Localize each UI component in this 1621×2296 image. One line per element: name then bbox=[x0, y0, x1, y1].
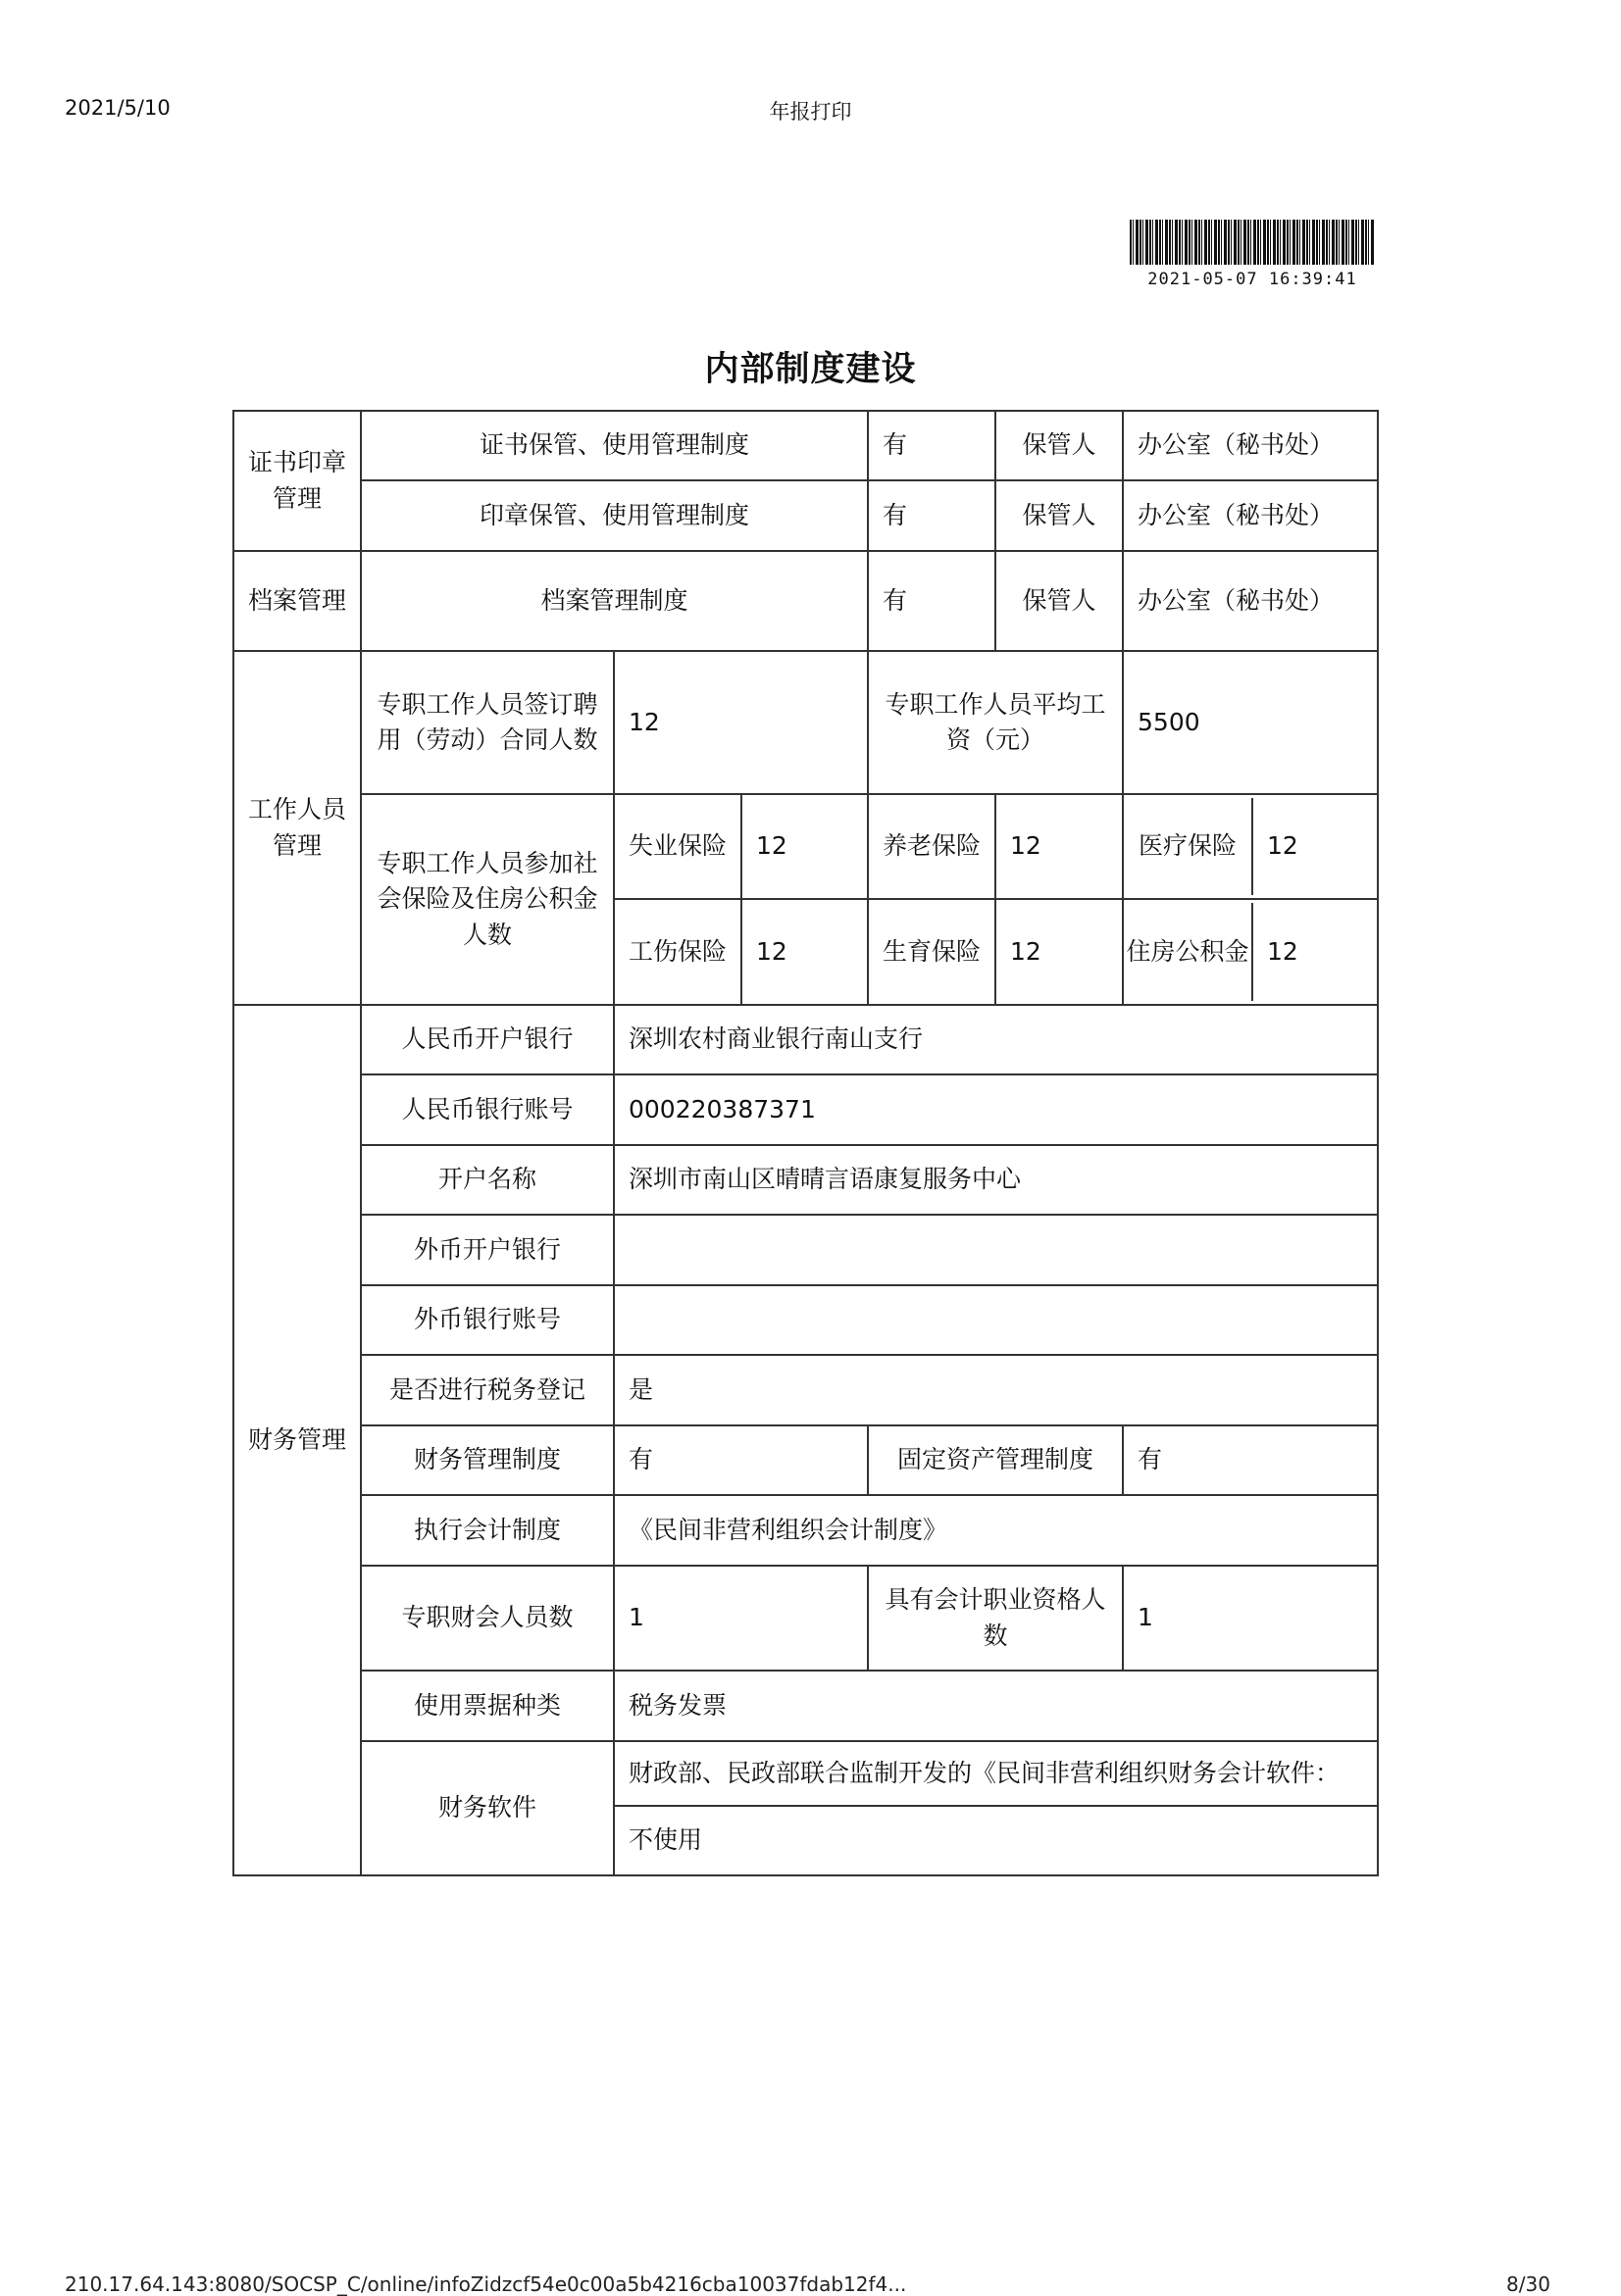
rmb-account-value: 000220387371 bbox=[614, 1074, 1378, 1145]
qualified-value: 1 bbox=[1123, 1566, 1378, 1671]
tax-label: 是否进行税务登记 bbox=[361, 1355, 614, 1425]
header-title: 年报打印 bbox=[769, 100, 852, 124]
fixed-asset-label: 固定资产管理制度 bbox=[868, 1425, 1123, 1495]
insurance-medical-label: 医疗保险 bbox=[1124, 798, 1253, 895]
archive-name: 档案管理制度 bbox=[361, 551, 868, 651]
insurance-pension-label: 养老保险 bbox=[868, 794, 995, 899]
insurance-housing-cell bbox=[1123, 899, 1378, 1005]
software-value-line2: 不使用 bbox=[614, 1806, 1378, 1875]
insurance-injury-label: 工伤保险 bbox=[614, 899, 741, 1005]
internal-system-table bbox=[232, 410, 1379, 1876]
invoice-value: 税务发票 bbox=[614, 1671, 1378, 1741]
archive-row bbox=[233, 551, 1378, 651]
staff-contract-label: 专职工作人员签订聘用（劳动）合同人数 bbox=[361, 651, 614, 794]
archive-keeper-label: 保管人 bbox=[995, 551, 1123, 651]
print-date: 2021/5/10 bbox=[65, 96, 171, 120]
fin-staff-label: 专职财会人员数 bbox=[361, 1566, 614, 1671]
finance-fx-account-row bbox=[233, 1285, 1378, 1355]
fx-bank-value bbox=[614, 1215, 1378, 1285]
fx-bank-label: 外币开户银行 bbox=[361, 1215, 614, 1285]
insurance-medical-cell bbox=[1123, 794, 1378, 899]
software-value-line1: 财政部、民政部联合监制开发的《民间非营利组织财务会计软件： bbox=[614, 1741, 1378, 1806]
finance-mgmt-row bbox=[233, 1425, 1378, 1495]
finance-tax-row bbox=[233, 1355, 1378, 1425]
account-name-label: 开户名称 bbox=[361, 1145, 614, 1215]
seal-stamp-keeper: 办公室（秘书处） bbox=[1123, 480, 1378, 551]
fx-account-label: 外币银行账号 bbox=[361, 1285, 614, 1355]
insurance-unemployment-value: 12 bbox=[741, 794, 868, 899]
footer-url: 210.17.64.143:8080/SOCSP_C/online/infoZidzcf54e0c00a5b4216cba10037fdab12f4... bbox=[65, 2272, 907, 2296]
insurance-medical-value: 12 bbox=[1267, 831, 1298, 861]
staff-insurance-label: 专职工作人员参加社会保险及住房公积金人数 bbox=[361, 794, 614, 1005]
barcode-timestamp: 2021-05-07 16:39:41 bbox=[1147, 270, 1357, 289]
accounting-system-label: 执行会计制度 bbox=[361, 1495, 614, 1566]
seal-row-2 bbox=[233, 480, 1378, 551]
tax-value: 是 bbox=[614, 1355, 1378, 1425]
staff-contract-row bbox=[233, 651, 1378, 794]
archive-keeper: 办公室（秘书处） bbox=[1123, 551, 1378, 651]
finance-software-row-1 bbox=[233, 1741, 1378, 1806]
accounting-system-value: 《民间非营利组织会计制度》 bbox=[614, 1495, 1378, 1566]
finance-rmb-account-row bbox=[233, 1074, 1378, 1145]
staff-insurance-row-1 bbox=[233, 794, 1378, 899]
fixed-asset-value: 有 bbox=[1123, 1425, 1378, 1495]
staff-salary-value: 5500 bbox=[1123, 651, 1378, 794]
seal-cert-keeper-label: 保管人 bbox=[995, 411, 1123, 480]
finance-account-name-row bbox=[233, 1145, 1378, 1215]
insurance-pension-value: 12 bbox=[995, 794, 1123, 899]
insurance-maternity-value: 12 bbox=[995, 899, 1123, 1005]
fin-staff-value: 1 bbox=[614, 1566, 868, 1671]
archive-category: 档案管理 bbox=[233, 551, 361, 651]
seal-category: 证书印章管理 bbox=[233, 411, 361, 551]
finance-rmb-bank-row bbox=[233, 1005, 1378, 1074]
insurance-maternity-label: 生育保险 bbox=[868, 899, 995, 1005]
insurance-unemployment-label: 失业保险 bbox=[614, 794, 741, 899]
software-label: 财务软件 bbox=[361, 1741, 614, 1875]
insurance-housing-value: 12 bbox=[1267, 936, 1298, 966]
invoice-label: 使用票据种类 bbox=[361, 1671, 614, 1741]
insurance-housing-label: 住房公积金 bbox=[1124, 903, 1253, 1001]
rmb-bank-value: 深圳农村商业银行南山支行 bbox=[614, 1005, 1378, 1074]
archive-has: 有 bbox=[868, 551, 995, 651]
seal-stamp-keeper-label: 保管人 bbox=[995, 480, 1123, 551]
finance-accounting-row bbox=[233, 1495, 1378, 1566]
seal-cert-name: 证书保管、使用管理制度 bbox=[361, 411, 868, 480]
finance-category: 财务管理 bbox=[233, 1005, 361, 1875]
page-title: 内部制度建设 bbox=[704, 350, 917, 389]
insurance-injury-value: 12 bbox=[741, 899, 868, 1005]
seal-cert-keeper: 办公室（秘书处） bbox=[1123, 411, 1378, 480]
seal-stamp-has: 有 bbox=[868, 480, 995, 551]
fx-account-value bbox=[614, 1285, 1378, 1355]
finance-invoice-row bbox=[233, 1671, 1378, 1741]
seal-row-1 bbox=[233, 411, 1378, 480]
finance-staff-row bbox=[233, 1566, 1378, 1671]
staff-contract-value: 12 bbox=[614, 651, 868, 794]
barcode-image bbox=[1130, 220, 1375, 265]
finance-fx-bank-row bbox=[233, 1215, 1378, 1285]
footer-page-number: 8/30 bbox=[1506, 2272, 1550, 2296]
qualified-label: 具有会计职业资格人数 bbox=[868, 1566, 1123, 1671]
account-name-value: 深圳市南山区晴晴言语康复服务中心 bbox=[614, 1145, 1378, 1215]
staff-category: 工作人员管理 bbox=[233, 651, 361, 1005]
finance-mgmt-value: 有 bbox=[614, 1425, 868, 1495]
finance-mgmt-label: 财务管理制度 bbox=[361, 1425, 614, 1495]
rmb-bank-label: 人民币开户银行 bbox=[361, 1005, 614, 1074]
staff-salary-label: 专职工作人员平均工资（元） bbox=[868, 651, 1123, 794]
seal-cert-has: 有 bbox=[868, 411, 995, 480]
seal-stamp-name: 印章保管、使用管理制度 bbox=[361, 480, 868, 551]
rmb-account-label: 人民币银行账号 bbox=[361, 1074, 614, 1145]
